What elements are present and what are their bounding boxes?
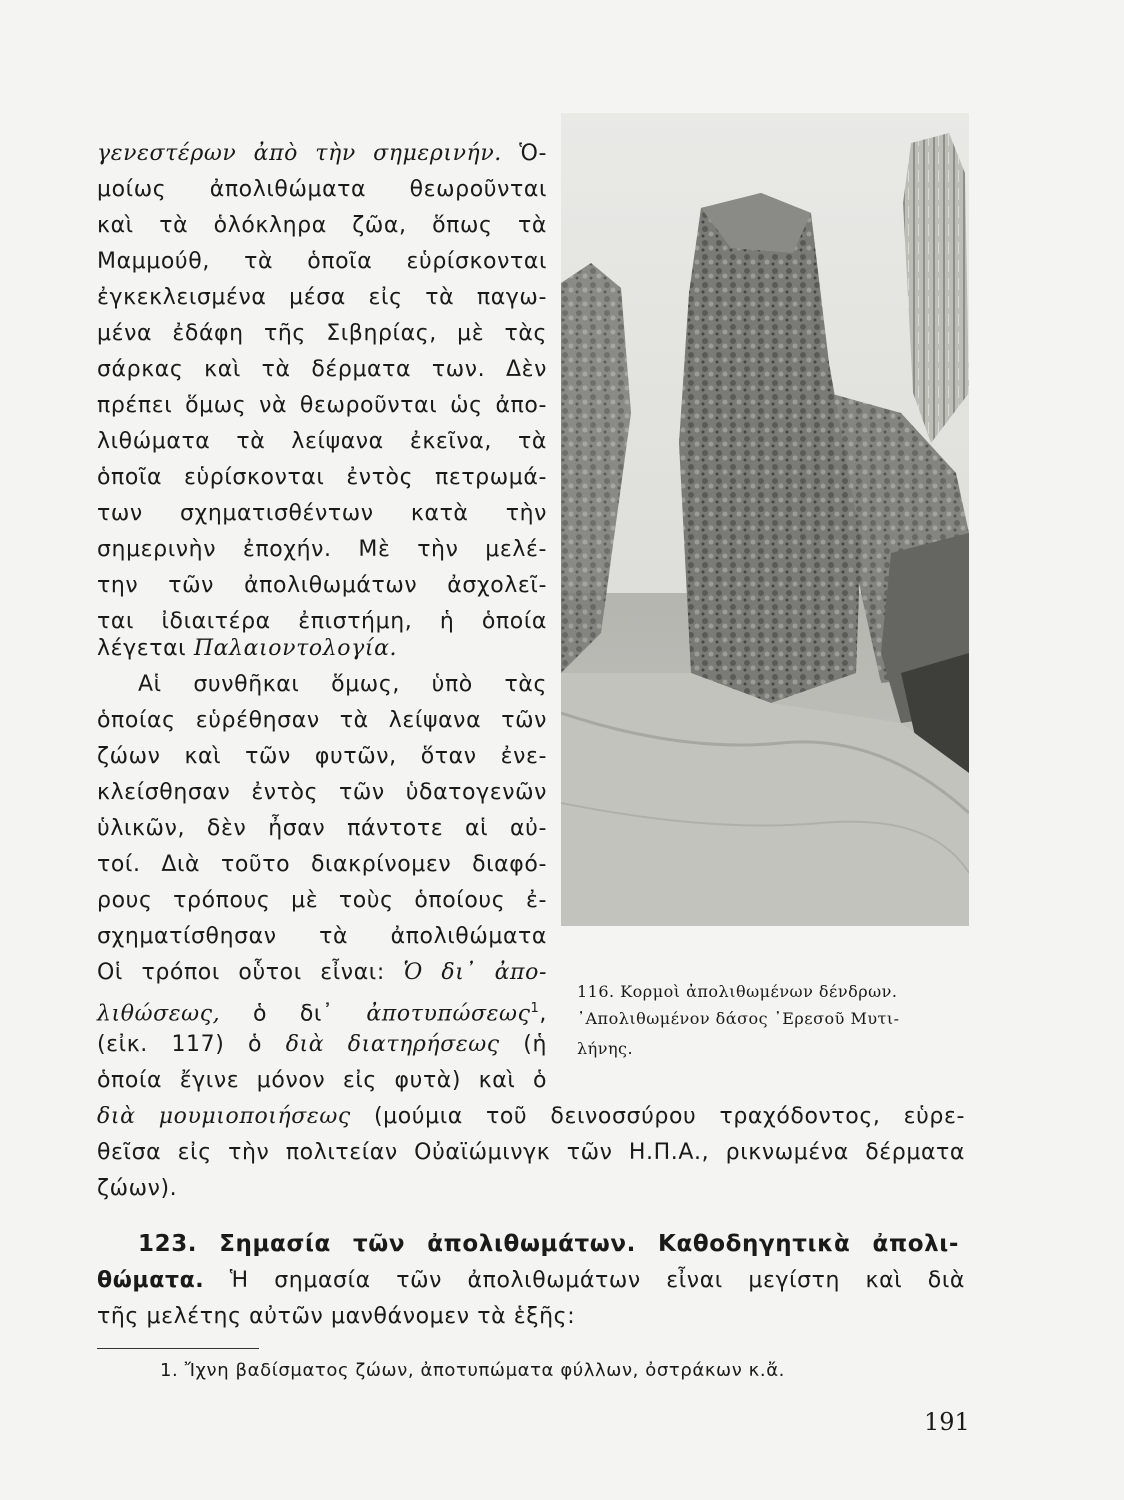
body-line: [97, 1027, 547, 1063]
body-line: ται ἰδιαιτέρα ἐπιστήμη, ἡ ὁποία: [97, 609, 547, 634]
body-line: ρους τρόπους μὲ τοὺς ὁποίους ἐ-: [97, 888, 547, 913]
body-line: σχηματίσθησαν τὰ ἀπολιθώματα: [97, 924, 547, 949]
text: (μούμια τοῦ δεινοσσύρου τραχόδοντος, εὑρε-: [350, 1104, 966, 1129]
figure-caption-line: ᾽Απολιθωμένον δάσος ᾽Ερεσοῦ Μυτι-: [577, 1009, 900, 1028]
body-line: ὁποῖα εὑρίσκονται ἐντὸς πετρωμά-: [97, 465, 547, 490]
text: Ἡ σημασία τῶν ἀπολιθωμάτων εἶναι μεγίστη καὶ διὰ: [204, 1268, 965, 1293]
page-number: 191: [924, 1408, 970, 1436]
body-line: [97, 631, 397, 667]
body-line: καὶ τὰ ὁλόκληρα ζῶα, ὅπως τὰ: [97, 213, 547, 238]
figure-116-photo: [561, 113, 969, 926]
section-title: Σημασία τῶν ἀπολιθωμάτων. Καθοδηγητικὰ ἀπολι-: [219, 1231, 959, 1257]
italic-text: διὰ μουμιοποιήσεως: [97, 1104, 351, 1129]
petrified-trees-image: [561, 113, 969, 926]
section-title-cont: θώματα.: [97, 1268, 205, 1293]
figure-caption-line: 116. Κορμοὶ ἀπολιθωμένων δένδρων.: [577, 982, 898, 1001]
body-line: θεῖσα εἰς τὴν πολιτείαν Οὐαϊώμινγκ τῶν Η.Π.Α., ρικνωμένα δέρματα: [97, 1140, 965, 1165]
italic-text: ἀποτυπώσεως: [366, 1001, 531, 1027]
body-line: [97, 955, 547, 991]
body-line: ὁποίας εὑρέθησαν τὰ λείψανα τῶν: [97, 708, 547, 733]
figure-caption-line: λήνης.: [577, 1039, 634, 1058]
body-line: ζώων).: [97, 1176, 178, 1201]
section-heading: [138, 1226, 959, 1262]
body-line: πρέπει ὅμως νὰ θεωροῦνται ὡς ἀπο-: [97, 393, 547, 418]
body-line: Αἱ συνθῆκαι ὅμως, ὑπὸ τὰς: [138, 672, 547, 697]
footnote-rule: [97, 1348, 259, 1349]
body-line: ἐγκεκλεισμένα μέσα εἰς τὰ παγω-: [97, 285, 547, 310]
body-line: [97, 136, 547, 172]
text: (ἡ: [499, 1032, 548, 1057]
body-line: λιθώματα τὰ λείψανα ἐκεῖνα, τὰ: [97, 429, 547, 454]
footnote-ref: 1: [530, 1001, 540, 1016]
italic-text: γενεστέρων ἀπὸ τὴν σημερινήν.: [97, 141, 502, 166]
body-line: τοί. Διὰ τοῦτο διακρίνομεν διαφό-: [97, 852, 547, 877]
body-line: μένα ἐδάφη τῆς Σιβηρίας, μὲ τὰς: [97, 321, 547, 346]
body-line: τῆς μελέτης αὐτῶν μανθάνομεν τὰ ἑξῆς:: [97, 1304, 576, 1329]
body-line: μοίως ἀπολιθώματα θεωροῦνται: [97, 177, 547, 202]
body-line: Μαμμούθ, τὰ ὁποῖα εὑρίσκονται: [97, 249, 547, 274]
body-line: σημερινὴν ἐποχήν. Μὲ τὴν μελέ-: [97, 537, 547, 562]
body-line: [97, 1099, 965, 1135]
body-line: των σχηματισθέντων κατὰ τὴν: [97, 501, 547, 526]
body-line: ὁποία ἔγινε μόνον εἰς φυτὰ) καὶ ὁ: [97, 1068, 547, 1093]
body-line: ὑλικῶν, δὲν ἦσαν πάντοτε αἱ αὐ-: [97, 816, 547, 841]
italic-term: Παλαιοντολογία.: [193, 636, 398, 661]
text: Οἱ τρόποι οὗτοι εἶναι:: [97, 960, 404, 985]
footnote: 1. Ἴχνη βαδίσματος ζώων, ἀποτυπώματα φύλλων, ὀστράκων κ.ἄ.: [160, 1360, 786, 1381]
section-number: 123.: [138, 1231, 198, 1257]
italic-text: Ὁ δι᾽ ἀπο-: [403, 960, 547, 985]
body-line: σάρκας καὶ τὰ δέρματα των. Δὲν: [97, 357, 547, 382]
italic-text: λιθώσεως,: [97, 1001, 221, 1027]
body-line: κλείσθησαν ἐντὸς τῶν ὑδατογενῶν: [97, 780, 547, 805]
text: ,: [539, 1001, 547, 1027]
text: Ὁ-: [501, 141, 547, 166]
text: (εἰκ. 117) ὁ: [97, 1032, 286, 1057]
body-line: [97, 1263, 965, 1299]
body-line: ζώων καὶ τῶν φυτῶν, ὅταν ἐνε-: [97, 744, 547, 769]
italic-text: διὰ διατηρήσεως: [285, 1032, 500, 1057]
text: ὁ δι᾽: [220, 1001, 367, 1027]
text: λέγεται: [97, 636, 194, 661]
body-line: την τῶν ἀπολιθωμάτων ἀσχολεῖ-: [97, 573, 547, 598]
